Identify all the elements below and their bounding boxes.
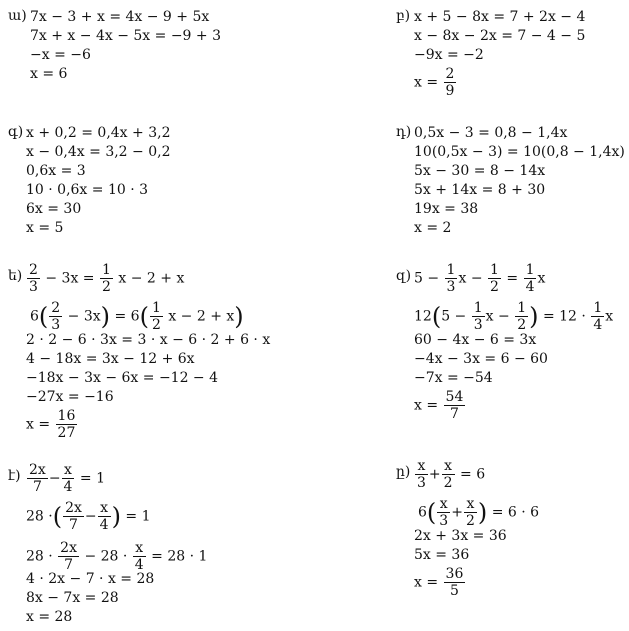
numerator: 1 <box>517 300 527 316</box>
fraction <box>472 300 485 333</box>
numerator: 36 <box>445 566 464 582</box>
denominator: 4 <box>593 317 603 333</box>
denominator: 9 <box>445 83 455 99</box>
expression: x <box>537 270 546 287</box>
fraction <box>100 262 113 295</box>
numerator: x <box>437 496 450 513</box>
left-paren-icon: ( <box>38 302 49 331</box>
equation-line: x − 8x − 2x = 7 − 4 − 5 <box>414 28 586 44</box>
equation-line <box>414 300 613 333</box>
numerator: 1 <box>593 300 603 316</box>
numerator: 2 <box>445 66 455 82</box>
equation-line: −7x = −54 <box>414 370 493 386</box>
denominator: 3 <box>29 279 38 295</box>
expression: = 28 · 1 <box>151 548 208 565</box>
left-paren-icon: ( <box>52 502 63 531</box>
equation-line: 0,6x = 3 <box>26 163 86 179</box>
equation-line: 60 − 4x − 6 = 3x <box>414 332 537 348</box>
denominator: 3 <box>439 513 449 529</box>
equation-line: 4 − 18x = 3x − 12 + 6x <box>26 351 195 367</box>
denominator: 4 <box>99 517 109 533</box>
expression: − 28 · <box>84 548 128 565</box>
fraction <box>133 540 146 573</box>
equation-line <box>26 462 105 495</box>
equation-final <box>26 408 78 441</box>
denominator: 4 <box>63 479 73 495</box>
expression: = 12 · <box>542 308 586 325</box>
equation-line <box>26 500 150 533</box>
problem-label: զ) <box>396 268 412 284</box>
equation-line: 7x + x − 4x − 5x = −9 + 3 <box>30 28 222 44</box>
expression: x − 2 + x <box>168 308 235 325</box>
expression: 12 <box>414 308 432 325</box>
equation-line: 19x = 38 <box>414 201 479 217</box>
numerator: 1 <box>102 262 111 278</box>
right-paren-icon: ) <box>234 302 244 331</box>
equation-line: −4x − 3x = 6 − 60 <box>414 351 548 367</box>
numerator: 1 <box>525 262 535 278</box>
denominator: 3 <box>417 475 426 491</box>
equation-line: x + 5 − 8x = 7 + 2x − 4 <box>414 9 586 25</box>
expression: − 3x = <box>45 270 95 287</box>
equation-line: −x = −6 <box>30 47 91 63</box>
left-paren-icon: ( <box>431 302 442 331</box>
numerator: 2x <box>60 540 77 556</box>
fraction <box>444 566 466 599</box>
expression: 28 · <box>26 548 53 565</box>
problem-label: ա) <box>8 8 27 24</box>
problem-label: է) <box>8 468 21 484</box>
fraction <box>49 300 62 333</box>
expression: = 6 · 6 <box>491 504 540 521</box>
problem-label: դ) <box>396 124 412 140</box>
left-paren-icon: ( <box>426 498 437 527</box>
equation-line: x = 2 <box>414 220 452 236</box>
denominator: 3 <box>51 317 61 333</box>
equation-line <box>26 540 207 573</box>
expression: 28 · <box>26 508 53 525</box>
equation-line <box>414 262 545 295</box>
equation-line: 5x = 36 <box>414 547 470 563</box>
denominator: 27 <box>57 425 76 441</box>
equation-line: 0,5x − 3 = 0,8 − 1,4x <box>414 125 568 141</box>
right-paren-icon: ) <box>100 302 111 331</box>
problem-label: ը) <box>396 464 411 480</box>
denominator: 7 <box>64 557 74 573</box>
equation-line: 10(0,5x − 3) = 10(0,8 − 1,4x) <box>414 144 625 160</box>
denominator: 4 <box>525 279 535 295</box>
expression: = 1 <box>79 470 106 487</box>
numerator: 2x <box>65 500 82 516</box>
numerator: 1 <box>490 262 499 278</box>
fraction <box>591 300 604 333</box>
equation-line: x = 28 <box>26 609 73 625</box>
equation-line: −9x = −2 <box>414 47 484 63</box>
denominator: 3 <box>473 317 483 333</box>
equation-line: x = 6 <box>30 66 68 82</box>
expression: x − <box>485 308 510 325</box>
expression: − <box>84 508 97 525</box>
expression: 5 − <box>414 270 440 287</box>
numerator: x <box>442 458 455 475</box>
fraction <box>488 262 501 295</box>
numerator: 2 <box>51 300 61 316</box>
denominator: 2 <box>490 279 499 295</box>
expression: = <box>506 270 519 287</box>
problem-label: բ) <box>396 8 411 24</box>
numerator: 2 <box>29 262 38 278</box>
fraction <box>444 389 466 422</box>
equation-line <box>418 496 539 529</box>
numerator: 1 <box>446 262 456 278</box>
equation-line: −18x − 3x − 6x = −12 − 4 <box>26 370 219 386</box>
equation-line: x + 0,2 = 0,4x + 3,2 <box>26 125 171 141</box>
denominator: 2 <box>465 513 475 529</box>
denominator: 2 <box>517 317 527 333</box>
numerator: 16 <box>57 408 76 424</box>
expression: = 6 <box>114 308 140 325</box>
expression: x <box>605 308 614 325</box>
equation-line: x − 0,4x = 3,2 − 0,2 <box>26 144 171 160</box>
denominator: 7 <box>449 406 459 422</box>
problem-label: ե) <box>8 268 23 284</box>
equation-line: 4 · 2x − 7 · x = 28 <box>26 571 155 587</box>
expression: + <box>451 504 463 521</box>
final-lhs: x = <box>414 574 439 591</box>
problem-label: գ) <box>8 124 24 140</box>
final-lhs: x = <box>414 74 439 91</box>
right-paren-icon: ) <box>111 502 121 531</box>
expression: − <box>48 470 61 487</box>
expression: 6 <box>418 504 427 521</box>
right-paren-icon: ) <box>529 302 539 331</box>
fraction <box>415 458 428 491</box>
equation-line: 5x + 14x = 8 + 30 <box>414 182 546 198</box>
fraction <box>442 458 455 491</box>
equation-line: 6x = 30 <box>26 201 82 217</box>
denominator: 2 <box>151 317 161 333</box>
fraction <box>437 496 450 529</box>
equation-line: 2 · 2 − 6 · 3x = 3 · x − 6 · 2 + 6 · x <box>26 332 271 348</box>
fraction <box>150 300 163 333</box>
expression: = 6 <box>460 466 486 483</box>
expression: 5 − <box>441 308 467 325</box>
equation-line <box>26 262 184 295</box>
denominator: 5 <box>449 583 459 599</box>
denominator: 3 <box>446 279 456 295</box>
fraction <box>27 262 40 295</box>
equation-final <box>414 66 457 99</box>
fraction <box>56 408 78 441</box>
fraction <box>62 462 75 495</box>
final-lhs: x = <box>414 397 439 414</box>
equation-line: 10 · 0,6x = 10 · 3 <box>26 182 149 198</box>
equation-line: 2x + 3x = 36 <box>414 528 507 544</box>
equation-final <box>414 566 466 599</box>
expression: = 1 <box>125 508 151 525</box>
expression: + <box>428 466 441 483</box>
denominator: 4 <box>134 557 144 573</box>
fraction <box>524 262 537 295</box>
fraction <box>98 500 111 533</box>
denominator: 2 <box>443 475 453 491</box>
denominator: 7 <box>69 517 78 533</box>
numerator: x <box>62 462 75 479</box>
equation-line: 7x − 3 + x = 4x − 9 + 5x <box>30 9 210 25</box>
fraction <box>58 540 79 573</box>
numerator: 1 <box>151 300 161 316</box>
fraction <box>464 496 477 529</box>
right-paren-icon: ) <box>477 498 488 527</box>
fraction <box>27 462 48 495</box>
expression: x − 2 + x <box>118 270 185 287</box>
numerator: 54 <box>445 389 464 405</box>
expression: − 3x <box>67 308 101 325</box>
equation-line <box>414 458 485 491</box>
fraction <box>444 66 457 99</box>
numerator: x <box>133 540 146 557</box>
fraction <box>63 500 84 533</box>
denominator: 2 <box>102 279 111 295</box>
denominator: 7 <box>32 479 42 495</box>
equation-line: x = 5 <box>26 220 64 236</box>
expression: x − <box>458 270 483 287</box>
fraction <box>515 300 528 333</box>
equation-line: −27x = −16 <box>26 389 114 405</box>
numerator: x <box>464 496 477 513</box>
numerator: x <box>415 458 428 475</box>
equation-line: 5x − 30 = 8 − 14x <box>414 163 546 179</box>
equation-line <box>30 300 244 333</box>
left-paren-icon: ( <box>139 302 149 331</box>
equation-final <box>414 389 466 422</box>
equation-line: 8x − 7x = 28 <box>26 590 119 606</box>
numerator: 2x <box>29 462 46 478</box>
numerator: x <box>98 500 111 517</box>
final-lhs: x = <box>26 416 51 433</box>
numerator: 1 <box>473 300 483 316</box>
expression: 6 <box>30 308 39 325</box>
fraction <box>445 262 458 295</box>
